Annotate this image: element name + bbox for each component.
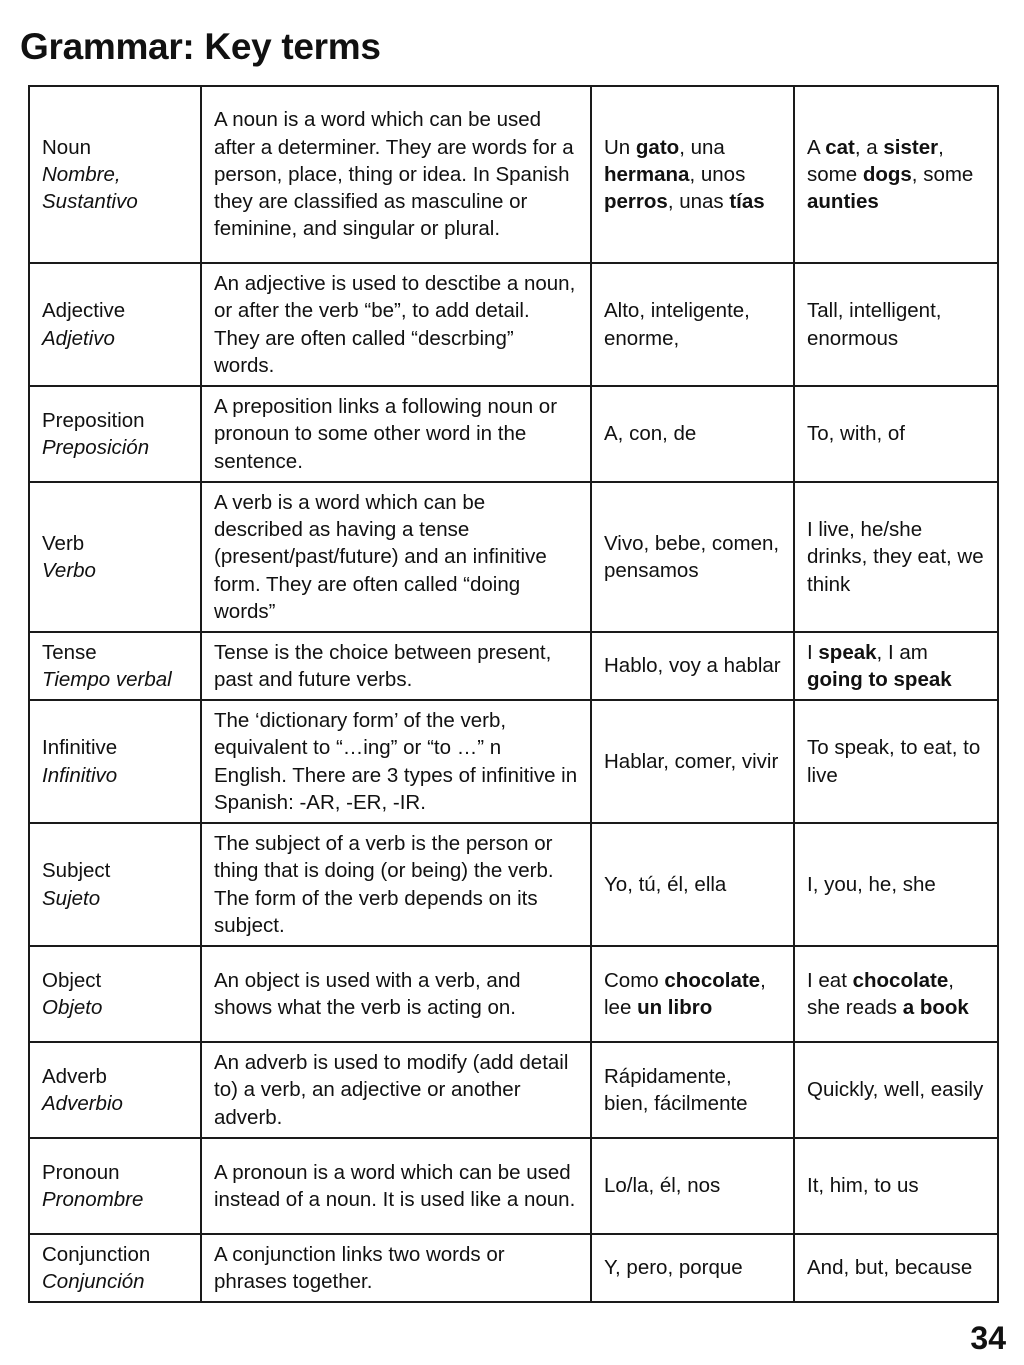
highlighted-word: un libro bbox=[637, 996, 713, 1019]
highlighted-word: gato bbox=[635, 135, 680, 159]
term-english: Subject bbox=[42, 859, 111, 883]
term-english: Noun bbox=[42, 135, 92, 159]
spanish-example-cell bbox=[591, 1138, 794, 1234]
term-english: Verb bbox=[42, 531, 85, 555]
example-text: , some bbox=[807, 135, 944, 186]
definition-cell: The ‘dictionary form’ of the verb, equivalent to “…ing” or “to …” n English. There are 3 types of infinitive in Spanish: -AR, -ER, -IR. bbox=[201, 700, 591, 823]
table-row bbox=[29, 1234, 998, 1302]
definition-cell: A verb is a word which can be described as having a tense (present/past/future) and an infinitive form. They are often called “doing words” bbox=[201, 482, 591, 632]
term-spanish: Pronombre bbox=[42, 1188, 144, 1211]
example-text: I bbox=[807, 640, 819, 664]
table-row bbox=[29, 1138, 998, 1234]
example-text: Alto, inteligente, enorme, bbox=[604, 299, 750, 350]
highlighted-word: chocolate bbox=[664, 968, 761, 992]
example-text: Yo, tú, él, ella bbox=[604, 872, 727, 896]
spanish-example-cell bbox=[591, 632, 794, 700]
example-text: A bbox=[807, 135, 826, 159]
spanish-example-cell bbox=[591, 823, 794, 946]
example-text: I, you, he, she bbox=[807, 872, 936, 896]
spanish-example-cell bbox=[591, 482, 794, 632]
example-text: And, but, because bbox=[807, 1256, 973, 1280]
term-cell bbox=[29, 386, 201, 482]
definition-cell: An adjective is used to desctibe a noun, or after the verb “be”, to add detail. They are often called “descrbing” words. bbox=[201, 263, 591, 386]
example-text: Vivo, bebe, comen, pensamos bbox=[604, 531, 780, 582]
term-spanish: Verbo bbox=[42, 559, 96, 582]
definition-cell: The subject of a verb is the person or thing that is doing (or being) the verb. The form of the verb depends on its subject. bbox=[201, 823, 591, 946]
example-text: Un bbox=[604, 135, 636, 159]
term-cell bbox=[29, 946, 201, 1042]
english-example-cell bbox=[794, 1138, 998, 1234]
spanish-example-cell bbox=[591, 1042, 794, 1138]
table-row bbox=[29, 263, 998, 386]
english-example-cell bbox=[794, 86, 998, 263]
example-text: , she reads bbox=[807, 968, 954, 1019]
term-cell bbox=[29, 823, 201, 946]
term-english: Adverb bbox=[42, 1064, 107, 1088]
term-spanish: Infinitivo bbox=[42, 763, 118, 787]
example-text: It, him, to us bbox=[807, 1174, 919, 1198]
example-text: To, with, of bbox=[807, 422, 905, 446]
example-text: I live, he/she drinks, they eat, we think bbox=[807, 518, 984, 596]
example-text: , I am bbox=[876, 640, 928, 664]
definition-cell: A pronoun is a word which can be used instead of a noun. It is used like a noun. bbox=[201, 1138, 591, 1234]
example-text: , a bbox=[854, 135, 884, 159]
example-text: , unas bbox=[667, 190, 730, 214]
term-cell bbox=[29, 1042, 201, 1138]
term-cell bbox=[29, 482, 201, 632]
example-text: , some bbox=[911, 162, 974, 186]
example-text: , lee bbox=[604, 968, 766, 1019]
definition-cell: An object is used with a verb, and shows what the verb is acting on. bbox=[201, 946, 591, 1042]
highlighted-word: perros bbox=[604, 190, 668, 214]
term-cell bbox=[29, 1138, 201, 1234]
example-text: Hablar, comer, vivir bbox=[604, 749, 779, 773]
highlighted-word: a book bbox=[902, 996, 969, 1019]
english-example-cell bbox=[794, 482, 998, 632]
definition-cell: An adverb is used to modify (add detail to) a verb, an adjective or another adverb. bbox=[201, 1042, 591, 1138]
example-text: Hablo, voy a hablar bbox=[604, 654, 781, 678]
term-english: Adjective bbox=[42, 299, 126, 323]
example-text: Y, pero, porque bbox=[604, 1256, 743, 1280]
definition-cell: Tense is the choice between present, past and future verbs. bbox=[201, 632, 591, 700]
example-text: Quickly, well, easily bbox=[807, 1078, 984, 1102]
highlighted-word: cat bbox=[825, 135, 855, 159]
definition-cell: A noun is a word which can be used after a determiner. They are words for a person, place, thing or idea. In Spanish they are classified as masculine or feminine, and singular or plural. bbox=[201, 86, 591, 263]
spanish-example-cell bbox=[591, 86, 794, 263]
term-spanish: Preposición bbox=[42, 436, 150, 459]
term-cell bbox=[29, 86, 201, 263]
term-english: Preposition bbox=[42, 408, 145, 432]
example-text: Rápidamente, bien, fácilmente bbox=[604, 1064, 748, 1115]
term-english: Object bbox=[42, 968, 102, 992]
english-example-cell bbox=[794, 700, 998, 823]
english-example-cell bbox=[794, 632, 998, 700]
term-spanish: Sujeto bbox=[42, 886, 101, 910]
grammar-terms-body bbox=[29, 86, 998, 1302]
example-text: , unos bbox=[689, 162, 746, 186]
example-text: A, con, de bbox=[604, 422, 697, 446]
term-english: Pronoun bbox=[42, 1160, 120, 1184]
term-english: Conjunction bbox=[42, 1242, 151, 1266]
english-example-cell bbox=[794, 1042, 998, 1138]
spanish-example-cell bbox=[591, 700, 794, 823]
term-cell bbox=[29, 700, 201, 823]
highlighted-word: aunties bbox=[807, 190, 879, 214]
example-text: To speak, to eat, to live bbox=[807, 736, 981, 787]
english-example-cell bbox=[794, 1234, 998, 1302]
english-example-cell bbox=[794, 386, 998, 482]
term-spanish: Conjunción bbox=[42, 1270, 145, 1293]
term-english: Tense bbox=[42, 640, 97, 664]
highlighted-word: speak bbox=[818, 640, 877, 664]
highlighted-word: tías bbox=[729, 190, 765, 214]
table-row bbox=[29, 1042, 998, 1138]
definition-cell: A preposition links a following noun or pronoun to some other word in the sentence. bbox=[201, 386, 591, 482]
english-example-cell bbox=[794, 823, 998, 946]
table-row bbox=[29, 823, 998, 946]
spanish-example-cell bbox=[591, 1234, 794, 1302]
example-text: , una bbox=[679, 135, 725, 159]
term-spanish: Adjetivo bbox=[42, 326, 115, 350]
example-text: Lo/la, él, nos bbox=[604, 1174, 721, 1198]
english-example-cell bbox=[794, 946, 998, 1042]
table-row bbox=[29, 86, 998, 263]
example-text: Como bbox=[604, 968, 665, 992]
term-english: Infinitive bbox=[42, 736, 118, 760]
highlighted-word: going to speak bbox=[807, 668, 952, 691]
term-cell bbox=[29, 632, 201, 700]
term-spanish: Nombre, Sustantivo bbox=[42, 162, 138, 214]
page-number: 34 bbox=[970, 1320, 1006, 1356]
highlighted-word: hermana bbox=[604, 162, 690, 186]
highlighted-word: sister bbox=[883, 135, 939, 159]
grammar-terms-table bbox=[28, 85, 999, 1303]
english-example-cell bbox=[794, 263, 998, 386]
highlighted-word: dogs bbox=[862, 162, 912, 186]
term-cell bbox=[29, 1234, 201, 1302]
term-cell bbox=[29, 263, 201, 386]
term-spanish: Adverbio bbox=[42, 1092, 123, 1115]
page-title: Grammar: Key terms bbox=[20, 26, 381, 67]
spanish-example-cell bbox=[591, 386, 794, 482]
table-row bbox=[29, 946, 998, 1042]
definition-cell: A conjunction links two words or phrases together. bbox=[201, 1234, 591, 1302]
table-row bbox=[29, 700, 998, 823]
example-text: I eat bbox=[807, 968, 853, 992]
table-row bbox=[29, 482, 998, 632]
highlighted-word: chocolate bbox=[852, 968, 949, 992]
term-spanish: Tiempo verbal bbox=[42, 668, 172, 691]
example-text: Tall, intelligent, enormous bbox=[807, 299, 942, 350]
table-row bbox=[29, 386, 998, 482]
spanish-example-cell bbox=[591, 946, 794, 1042]
table-row bbox=[29, 632, 998, 700]
term-spanish: Objeto bbox=[42, 996, 103, 1019]
spanish-example-cell bbox=[591, 263, 794, 386]
